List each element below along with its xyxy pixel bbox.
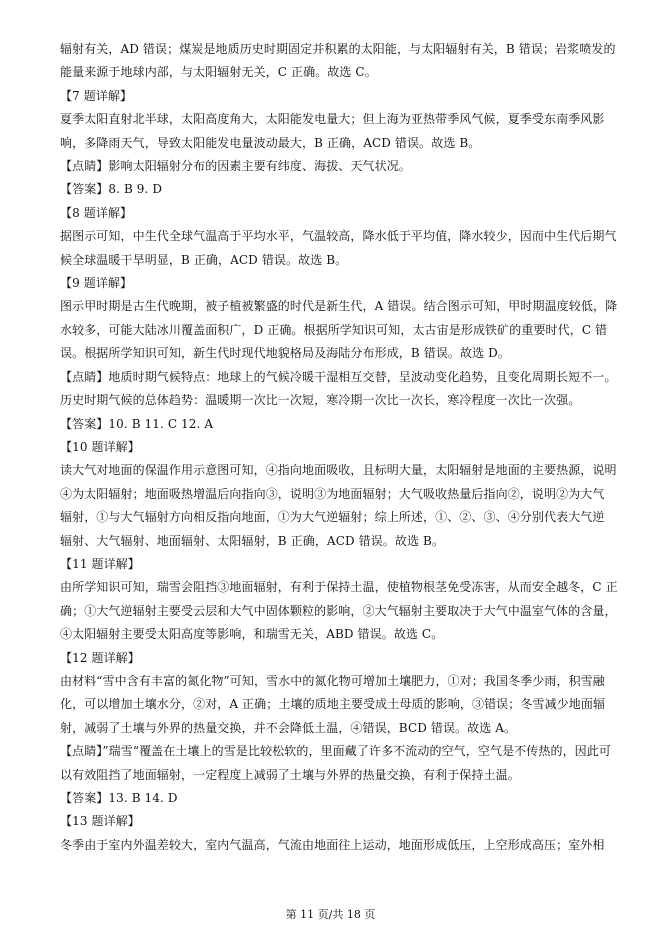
- section-header: 【10 题详解】: [60, 439, 140, 454]
- text-line: 【点睛】影响太阳辐射分布的因素主要有纬度、海拔、天气状况。: [60, 159, 411, 174]
- text-line: 历史时期气候的总体趋势：温暖期一次比一次短，寒冷期一次比一次长，寒冷程度一次比一次强。: [60, 393, 581, 408]
- text-line: 响，多降雨天气，导致太阳能发电量波动最大，B 正确，ACD 错误。故选 B。: [60, 135, 481, 150]
- text-line: 读大气对地面的保温作用示意图可知，④指向地面吸收，且标明大量，太阳辐射是地面的主要热源，说明: [60, 463, 617, 478]
- section-header: 【11 题详解】: [60, 556, 140, 571]
- text-line: 【点睛】地质时期气候特点：地球上的气候冷暖干湿相互交替，呈波动变化趋势，且变化周期长短不一。: [60, 369, 617, 384]
- text-line: 化，可以增加土壤水分，②对，A 正确；土壤的质地主要受成土母质的影响，③错误；冬雪减少地面辐: [60, 697, 606, 712]
- text-line: 夏季太阳直射北半球，太阳高度角大，太阳能发电量大；但上海为亚热带季风气候，夏季受东南季风影: [60, 112, 605, 127]
- text-line: 水较多，可能大陆冰川覆盖面积广，D 正确。根据所学知识可知，太古宙是形成铁矿的重要时代，C 错: [60, 322, 608, 337]
- text-line: 候全球温暖干旱明显，B 正确，ACD 错误。故选 B。: [60, 252, 348, 267]
- answer-line: 【答案】10. B 11. C 12. A: [60, 416, 214, 431]
- text-line: 确；①大气逆辐射主要受云层和大气中固体颗粒的影响，②大气辐射主要取决于大气中温室气体的含量，: [60, 603, 617, 618]
- answer-line: 【答案】8. B 9. D: [60, 182, 163, 197]
- text-line: 辐射有关，AD 错误；煤炭是地质历史时期固定并积累的太阳能，与太阳辐射有关，B 错误；岩浆喷发的: [60, 42, 616, 56]
- text-line: 由所学知识可知，瑞雪会阻挡③地面辐射，有利于保持土温，使植物根茎免受冻害，从而安全越冬，C 正: [60, 580, 618, 595]
- section-header: 【8 题详解】: [60, 205, 133, 220]
- section-header: 【13 题详解】: [60, 814, 140, 829]
- text-line: 辐射、大气辐射、地面辐射、太阳辐射，B 正确，ACD 错误。故选 B。: [60, 533, 445, 548]
- text-line: 辐射，①与大气辐射方向相反指向地面，①为大气逆辐射；综上所述，①、②、③、④分别代表大气逆: [60, 510, 605, 525]
- section-header: 【7 题详解】: [60, 88, 133, 103]
- document-body: [60, 38, 618, 857]
- page-number: 第 11 页/共 18 页: [285, 908, 376, 921]
- text-line: 冬季由于室内外温差较大，室内气温高，气流由地面往上运动，地面形成低压，上空形成高压；室外相: [60, 837, 605, 852]
- text-line: 射，减弱了土壤与外界的热量交换，并不会降低土温，④错误，BCD 错误。故选 A。: [60, 720, 517, 735]
- text-line: 误。根据所学知识可知，新生代时现代地貌格局及海陆分布形成，B 错误。故选 D。: [60, 346, 510, 361]
- text-line: 据图示可知，中生代全球气温高于平均水平，气温较高，降水低于平均值，降水较少，因而中生代后期气: [60, 229, 617, 244]
- text-line: ④太阳辐射主要受太阳高度等影响，和瑞雪无关，ABD 错误。故选 C。: [60, 627, 444, 642]
- text-line: 由材料“雪中含有丰富的氮化物”可知，雪水中的氮化物可增加土壤肥力，①对；我国冬季少雨，积雪融: [60, 673, 605, 688]
- answer-line: 【答案】13. B 14. D: [60, 791, 178, 805]
- text-line: 【点睛】”瑞雪“覆盖在土壤上的雪是比较松软的，里面藏了许多不流动的空气，空气是不传热的，因此可: [60, 744, 611, 759]
- text-line: 能量来源于地球内部，与太阳辐射无关，C 正确。故选 C。: [60, 65, 377, 80]
- text-line: ④为太阳辐射；地面吸热增温后向指向③，说明③为地面辐射；大气吸收热量后指向②，说明②为大气: [60, 486, 605, 501]
- text-line: 以有效阻挡了地面辐射，一定程度上减弱了土壤与外界的热量交换，有利于保持土温。: [60, 767, 520, 782]
- text-line: 图示甲时期是古生代晚期，被子植被繁盛的时代是新生代，A 错误。结合图示可知，甲时期温度较低，降: [60, 299, 618, 314]
- section-header: 【12 题详解】: [60, 650, 140, 665]
- section-header: 【9 题详解】: [60, 276, 133, 291]
